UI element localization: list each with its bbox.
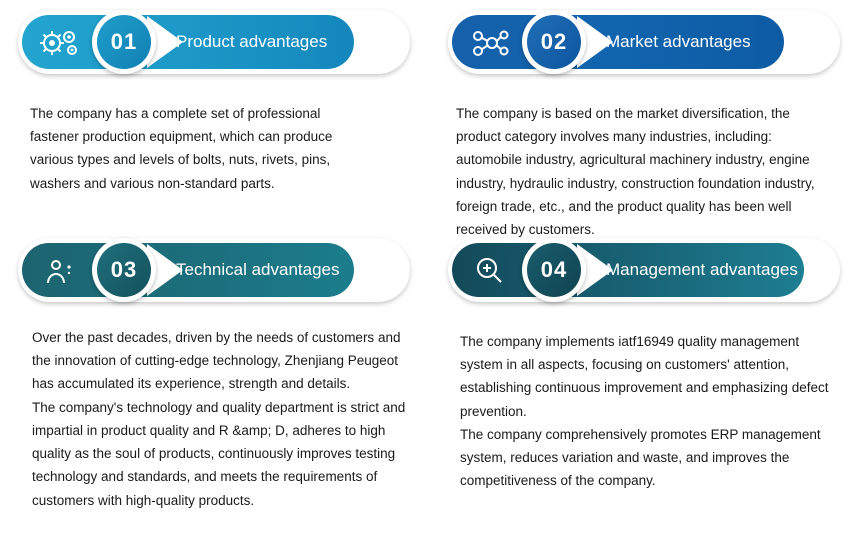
advantage-card-3 (18, 238, 428, 508)
advantage-card-2 (448, 10, 858, 238)
advantage-card-4 (448, 238, 858, 489)
card-paragraph: The company implements iatf16949 quality management system in all aspects, focusing on customers' attention, establishing continuous improvement and emphasizing defect prevention. (460, 334, 829, 419)
badge-number: 04 (527, 243, 581, 297)
card-body (30, 102, 370, 195)
badge-number: 02 (527, 15, 581, 69)
badge-number: 01 (97, 15, 151, 69)
card-title: Market advantages (606, 32, 751, 51)
network-nodes-icon (466, 25, 514, 61)
card-paragraph: The company has a complete set of professional fastener production equipment, which can produce various types and levels of bolts, nuts, rivets, pins, washers and various non-standard parts. (30, 106, 333, 191)
card-paragraph: The company comprehensively promotes ERP management system, reduces variation and waste, and improves the competitiveness of the company. (460, 426, 821, 489)
card-title: Product advantages (176, 32, 328, 51)
person-idea-icon (36, 253, 84, 289)
card-banner (448, 10, 858, 74)
card-banner (18, 10, 428, 74)
advantage-card-1 (18, 10, 428, 191)
card-body (456, 102, 826, 241)
card-paragraph: Over the past decades, driven by the needs of customers and the innovation of cutting-edge technology, Zhenjiang Peugeot has accumulated its experience, strength and details. (32, 330, 401, 392)
card-banner (448, 238, 858, 302)
card-paragraph: The company's technology and quality department is strict and impartial in product quality and R &amp; D, adheres to high quality as the soul of products, continuously improves testing technology and standards, and meets the requirements of customers with high-quality products. (32, 399, 406, 508)
badge-number: 03 (97, 243, 151, 297)
card-banner (18, 238, 428, 302)
card-body (460, 330, 830, 493)
gears-icon (36, 25, 84, 61)
card-title: Management advantages (606, 260, 798, 279)
magnifier-plus-icon (466, 253, 514, 289)
card-body (32, 326, 410, 512)
card-paragraph: The company is based on the market diversification, the product category involves many industries, including: automobile industry, agricultural machinery industry, engine industry, hydraulic industry, construction foundation industry, foreign trade, etc., and the product quality has been well received by customers. (456, 106, 815, 238)
card-title: Technical advantages (176, 260, 340, 279)
